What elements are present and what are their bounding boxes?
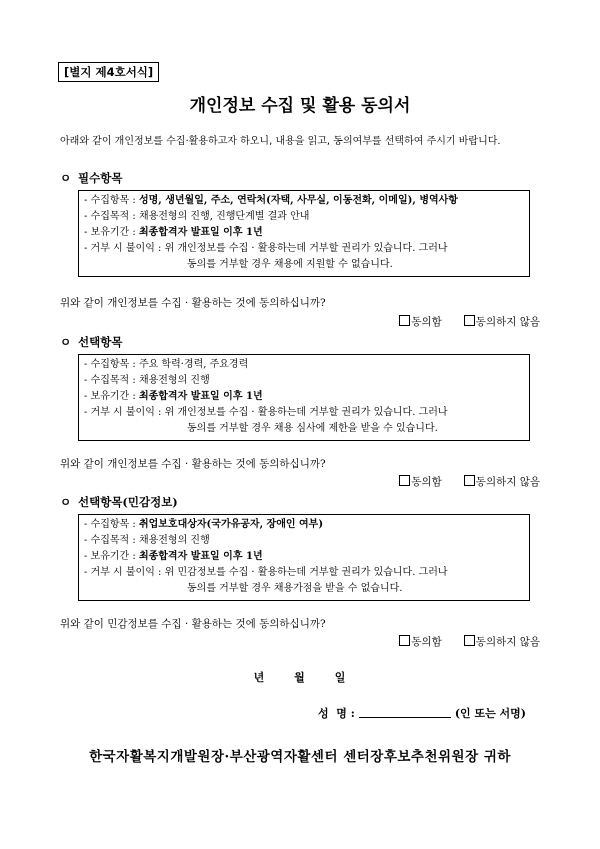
row-label: - 수집목적 : <box>84 211 139 222</box>
consent-options <box>399 314 540 329</box>
row-refusal-disadvantage <box>79 405 529 421</box>
row-label: - 보유기간 : <box>84 551 139 562</box>
agree-checkbox[interactable] <box>399 635 410 646</box>
row-refusal-disadvantage <box>79 565 529 581</box>
disagree-label: 동의하지 않음 <box>475 316 540 328</box>
row-value: 동의를 거부할 경우 채용 심사에 제한을 받을 수 있습니다. <box>187 423 438 434</box>
row-label: - 거부 시 불이익 : <box>84 567 165 578</box>
row-refusal-disadvantage <box>79 241 529 257</box>
section-required-box <box>78 190 530 277</box>
row-value: 동의를 거부할 경우 채용에 지원할 수 없습니다. <box>187 259 393 270</box>
row-value: 취업보호대상자(국가유공자, 장애인 여부) <box>138 519 324 530</box>
consent-question: 위와 같이 개인정보를 수집 · 활용하는 것에 동의하십니까? <box>60 458 326 470</box>
row-value: 채용전형의 진행, 진행단계별 결과 안내 <box>138 211 310 222</box>
consent-options <box>399 474 540 489</box>
row-refusal-continued <box>79 421 529 437</box>
form-number: [별지 제4호서식] <box>58 62 159 82</box>
row-collection-purpose <box>79 533 529 549</box>
row-value: 최종합격자 발표일 이후 1년 <box>138 227 263 238</box>
section-sensitive-box <box>78 514 530 601</box>
row-value: 위 민감정보를 수집 · 활용하는데 거부할 권리가 있습니다. 그러나 <box>164 567 448 578</box>
row-value: 주요 학력·경력, 주요경력 <box>138 359 249 370</box>
signature-field[interactable] <box>359 707 451 718</box>
row-collection-purpose <box>79 209 529 225</box>
signature-label: 성 명 : <box>318 707 355 720</box>
row-label: - 수집항목 : <box>84 195 139 206</box>
section-sensitive-heading <box>60 494 178 510</box>
disagree-checkbox[interactable] <box>464 475 475 486</box>
row-value: 채용전형의 진행 <box>138 375 210 386</box>
addressee: 한국자활복지개발원장·부산광역자활센터 센터장후보추천위원장 귀하 <box>89 749 511 765</box>
disagree-label: 동의하지 않음 <box>475 636 540 648</box>
signature-line <box>318 705 526 721</box>
agree-checkbox[interactable] <box>399 475 410 486</box>
section-optional-box <box>78 354 530 441</box>
consent-question: 위와 같이 민감정보를 수집 · 활용하는 것에 동의하십니까? <box>60 618 326 630</box>
agree-label: 동의함 <box>411 316 442 328</box>
signature-suffix: (인 또는 서명) <box>454 707 527 720</box>
section-required-heading <box>60 170 122 186</box>
agree-checkbox[interactable] <box>399 315 410 326</box>
row-label: - 보유기간 : <box>84 391 139 402</box>
disagree-checkbox[interactable] <box>464 315 475 326</box>
row-label: - 수집목적 : <box>84 375 139 386</box>
row-label: - 거부 시 불이익 : <box>84 407 165 418</box>
row-collection-items <box>79 193 529 209</box>
row-value: 위 개인정보를 수집 · 활용하는데 거부할 권리가 있습니다. 그러나 <box>164 243 448 254</box>
agree-label: 동의함 <box>411 476 442 488</box>
section-heading-text: 필수항목 <box>78 171 123 185</box>
section-bullet: ㅇ <box>60 335 72 349</box>
row-collection-items <box>79 517 529 533</box>
page-title: 개인정보 수집 및 활용 동의서 <box>189 96 411 116</box>
intro-text: 아래와 같이 개인정보를 수집·활용하고자 하오니, 내용을 읽고, 동의여부를 선택하여 주시기 바랍니다. <box>60 136 501 147</box>
date-line: 년 월 일 <box>253 671 347 684</box>
section-bullet: ㅇ <box>60 495 72 509</box>
row-collection-purpose <box>79 373 529 389</box>
row-retention-period <box>79 225 529 241</box>
section-heading-text: 선택항목 <box>78 335 123 349</box>
row-label: - 수집목적 : <box>84 535 139 546</box>
row-value: 최종합격자 발표일 이후 1년 <box>138 391 263 402</box>
section-bullet: ㅇ <box>60 171 72 185</box>
row-refusal-continued <box>79 257 529 273</box>
row-value: 성명, 생년월일, 주소, 연락처(자택, 사무실, 이동전화, 이메일), 병역사항 <box>138 195 458 206</box>
consent-question: 위와 같이 개인정보를 수집 · 활용하는 것에 동의하십니까? <box>60 297 326 309</box>
disagree-label: 동의하지 않음 <box>475 476 540 488</box>
row-value: 위 개인정보를 수집 · 활용하는데 거부할 권리가 있습니다. 그러나 <box>164 407 448 418</box>
row-label: - 수집항목 : <box>84 519 139 530</box>
section-heading-text: 선택항목(민감정보) <box>78 495 178 509</box>
agree-label: 동의함 <box>411 636 442 648</box>
row-value: 채용전형의 진행 <box>138 535 210 546</box>
row-retention-period <box>79 549 529 565</box>
row-value: 최종합격자 발표일 이후 1년 <box>138 551 263 562</box>
disagree-checkbox[interactable] <box>464 635 475 646</box>
consent-options <box>399 634 540 649</box>
row-label: - 수집항목 : <box>84 359 139 370</box>
row-value: 동의를 거부할 경우 채용가점을 받을 수 없습니다. <box>187 583 403 594</box>
section-optional-heading <box>60 334 122 350</box>
row-collection-items <box>79 357 529 373</box>
row-label: - 거부 시 불이익 : <box>84 243 165 254</box>
row-refusal-continued <box>79 581 529 597</box>
row-label: - 보유기간 : <box>84 227 139 238</box>
row-retention-period <box>79 389 529 405</box>
